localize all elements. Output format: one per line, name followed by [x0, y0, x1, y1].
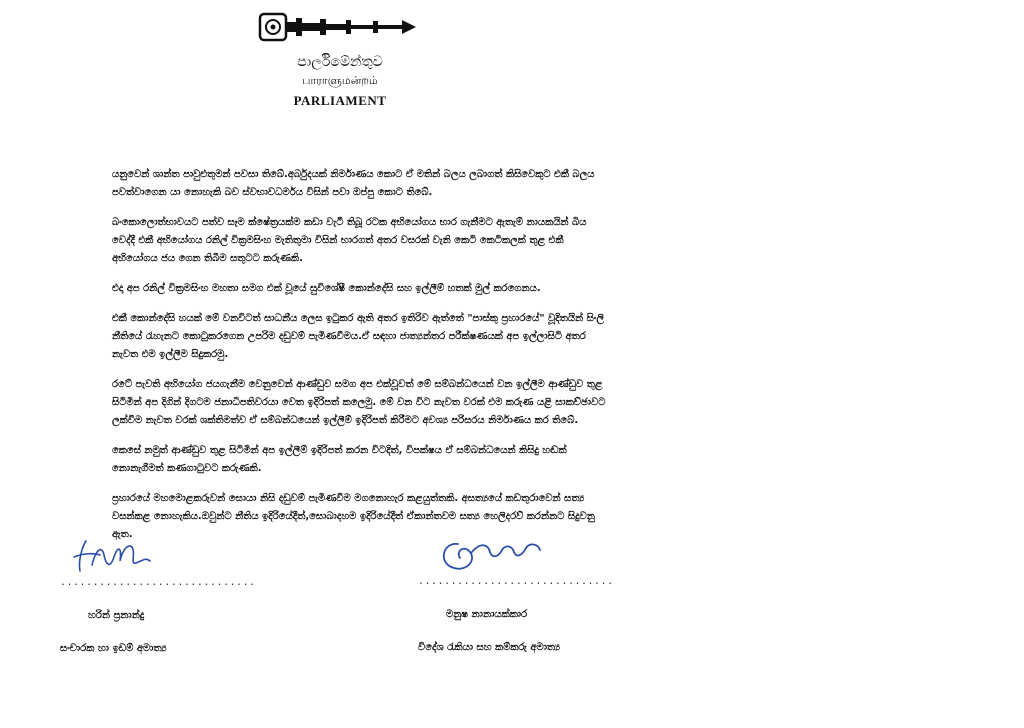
letterhead	[250, 8, 430, 109]
paragraph-2: බංකොලොත්භාවයට පත්ව සෑම ක්ෂේත්‍රයක්ම කඩා වැටී තිබූ රටක අභියෝගය භාර ගැනීමට ඇතැම් නායකයින් බිය වෙද්දී එකී අභියෝගය රනිල් වික්‍රමසිංහ මැතිතුමා විසින් භාරගත් අතර වසරක් වැනි කෙටි කෙටිකලක් තුළ එකී අභියෝගය ජය ගෙන තිබීම සතුටට කරුණකි.	[112, 217, 587, 264]
letter-body	[112, 166, 612, 556]
signature-line-right: ..............................	[418, 576, 614, 587]
letterhead-sinhala: පාර්ලිමේන්තුව	[297, 54, 383, 70]
paragraph-7: ප්‍රහාරයේ මහමොළකරුවන් සොයා නිසි දඩුවම් පැමිණවීම මගනොහැර කළයුත්තකි. අසත්‍යයේ කඩතුරාවෙන් සත්‍ය වසන්කළ නොහැකිය.ඔවුන්ට නීතිය ඉදිරියේදීත්,සොබාදහම ඉදිරියේදීත් ඒකාන්තවම සත්‍ය හෙලිදරව් කරන්නට සිදුවනු ඇත.	[112, 493, 595, 540]
signatory-name-right: මනුෂ නානායක්කාර	[446, 609, 528, 620]
letterhead-tamil: பாராளுமன்றம்	[302, 74, 378, 87]
parliament-mace-emblem-icon	[250, 8, 430, 44]
signatory-title-left: සංචාරක හා ඉඩම් අමාත්‍ය	[60, 643, 167, 654]
signatory-name-left: හරින් ප්‍රනාන්දු	[88, 610, 145, 621]
handwritten-signature-right-icon	[428, 530, 558, 576]
signature-line-left: ..............................	[60, 577, 256, 588]
letterhead-english: PARLIAMENT	[293, 93, 387, 108]
signatory-title-right: විදේශ රැකියා සහ කම්කරු අමාත්‍ය	[418, 642, 561, 653]
handwritten-signature-left-icon	[66, 535, 176, 577]
paragraph-3: එදා අප රනිල් වික්‍රමසිංහ මහතා සමග එක් වූයේ සුවිශේෂී කොන්දේසි සහ ඉල්ලීම් හතක් මුල් කරගෙනය.	[112, 283, 541, 294]
signature-block-left	[60, 535, 256, 654]
signature-block-right	[418, 530, 614, 653]
paragraph-1: යනුවෙන් ශාන්ත පාවුළුතුමන් පවසා තිබේ.අර්බුදයක් නිර්මාණය කොට ඒ මතින් බලය ලබාගත් කිසිවෙකුට එකී බලය පවත්වාගෙන යා නොහැකි බව ස්වභාවධර්මය විසින් පවා ඔප්පු කොට තිබේ.	[112, 169, 595, 198]
paragraph-5: රටේ පැවති අභියෝග ජයගැනීම වෙනුවෙන් ආණ්ඩුව සමග අප එක්වූවත් මේ සම්බන්ධයෙන් වන ඉල්ලීම ආණ්ඩුව තුළ සිටිමින් අප දිගින් දිගටම ජනාධිපතිවරයා වෙත ඉදිරිපත් කලෙමු. මේ වන විට නැවත වරක් එම කරුණ යළි සාකච්ඡාවට ලක්වීම නැවත වරක් ශක්තිමත්ව ඒ සම්බන්ධයෙන් ඉල්ලීම් ඉදිරිපත් කිරීමට අවශ්‍ය පරිසරය නිර්මාණය කර තිබේ.	[112, 379, 606, 426]
paragraph-6: කෙසේ නමුත් ආණ්ඩුව තුළ සිටිමින් අප ඉල්ලීම් ඉදිරිපත් කරන විටදිත්, විපක්ෂය ඒ සම්බන්ධයෙන් කිසිදු හඬක් නොනැගීමත් කණගාටුවට කරුණකි.	[112, 445, 567, 474]
paragraph-4: එකී කොන්දේසි හයක් මේ වනවිටත් සාධනීය ලෙස ඉටුකර ඇති අතර ඉතිරිව ඇත්තේ "පාස්කු ප්‍රහාරයේ" වූදිතයින් සිංලි නීතියේ රැහැනට කොටුකරගෙන උපරිම දඩුවම් පැමිණවීමය.ඒ සඳහා ජාත්‍යන්තර පරීක්ෂණයක් අප ඉල්ලාසිටි අතර නැවත එම ඉල්ලීම සිදුකරමු.	[112, 313, 604, 360]
